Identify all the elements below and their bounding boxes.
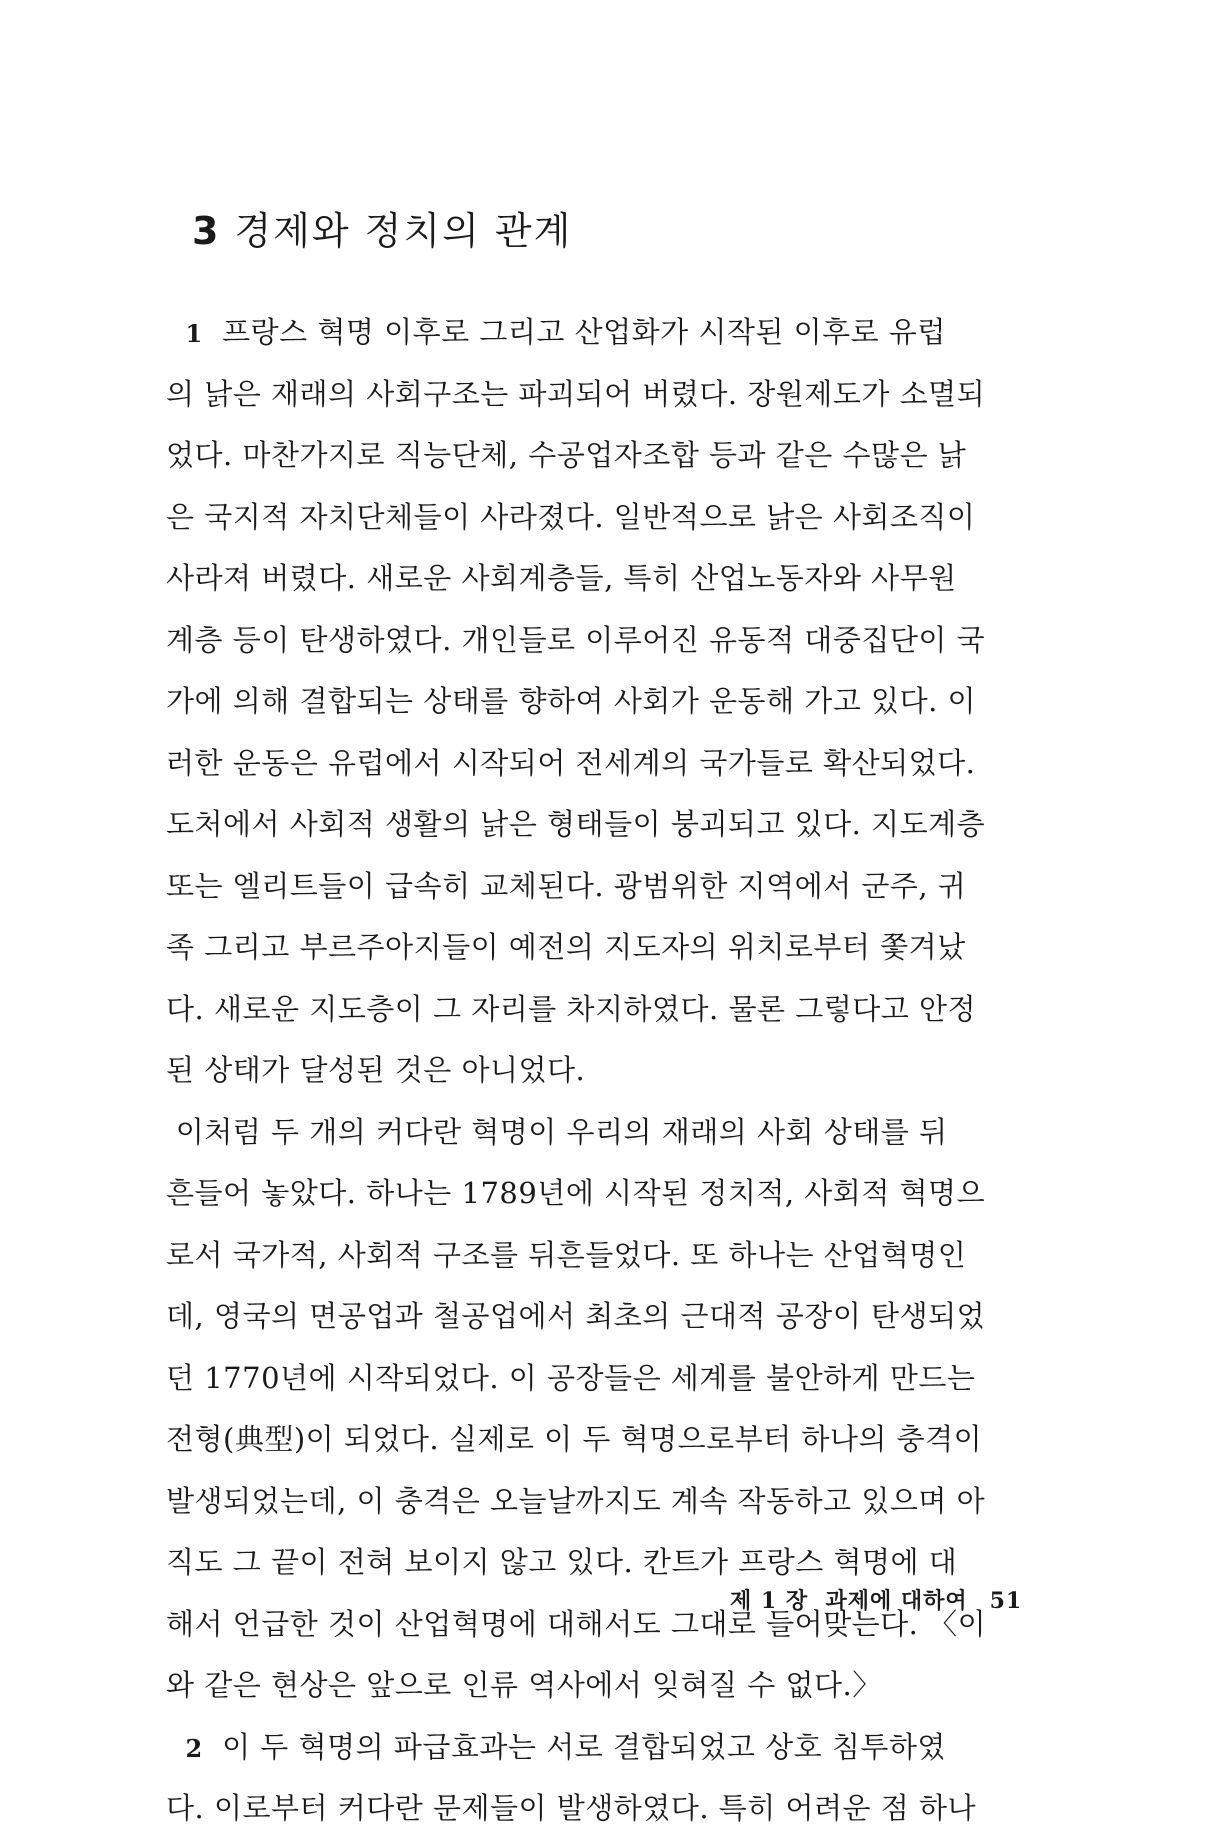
running-footer xyxy=(730,1584,1022,1615)
paragraph-number: 1 xyxy=(185,319,203,348)
chapter-title: 제 1 장 과제에 대하여 xyxy=(730,1588,968,1614)
text-line: 흔들어 놓았다. 하나는 1789년에 시작된 정치적, 사회적 혁명으 xyxy=(166,1176,986,1210)
text-line: 전형(典型)이 되었다. 실제로 이 두 혁명으로부터 하나의 충격이 xyxy=(166,1422,983,1456)
text-line: 된 상태가 달성된 것은 아니었다. xyxy=(166,1053,586,1087)
text-line: 데, 영국의 면공업과 철공업에서 최초의 근대적 공장이 탄생되었 xyxy=(166,1299,986,1333)
text-line: 또는 엘리트들이 급속히 교체된다. 광범위한 지역에서 군주, 귀 xyxy=(166,868,967,903)
text-line-content: 프랑스 혁명 이후로 그리고 산업화가 시작된 이후로 유럽 xyxy=(202,315,946,349)
text-line: 러한 운동은 유럽에서 시작되어 전세계의 국가들로 확산되었다. xyxy=(166,745,976,780)
text-line xyxy=(166,1717,1066,1779)
text-line: 사라져 버렸다. 새로운 사회계층들, 특히 산업노동자와 사무원 xyxy=(166,561,957,595)
section-heading xyxy=(192,200,572,255)
text-line: 발생되었는데, 이 충격은 오늘날까지도 계속 작동하고 있으며 아 xyxy=(166,1483,986,1518)
text-line: 로서 국가적, 사회적 구조를 뒤흔들었다. 또 하나는 산업혁명인 xyxy=(166,1237,967,1272)
section-number: 3 xyxy=(192,209,221,253)
text-line: 가에 의해 결합되는 상태를 향하여 사회가 운동해 가고 있다. 이 xyxy=(166,684,977,718)
text-line: 은 국지적 자치단체들이 사라졌다. 일반적으로 낡은 사회조직이 xyxy=(166,499,976,534)
text-line: 와 같은 현상은 앞으로 인류 역사에서 잊혀질 수 없다.〉 xyxy=(166,1668,882,1702)
text-line: 계층 등이 탄생하였다. 개인들로 이루어진 유동적 대중집단이 국 xyxy=(166,622,986,657)
section-title: 경제와 정치의 관계 xyxy=(234,209,573,253)
text-line: 의 낡은 재래의 사회구조는 파괴되어 버렸다. 장원제도가 소멸되 xyxy=(166,376,986,411)
text-line: 도처에서 사회적 생활의 낡은 형태들이 붕괴되고 있다. 지도계층 xyxy=(166,807,986,841)
text-line: 다. 새로운 지도층이 그 자리를 차지하였다. 물론 그렇다고 안정 xyxy=(166,991,977,1026)
text-line xyxy=(166,302,1066,364)
text-line: 던 1770년에 시작되었다. 이 공장들은 세계를 불안하게 만드는 xyxy=(166,1360,976,1395)
text-line-content: 이 두 혁명의 파급효과는 서로 결합되었고 상호 침투하였 xyxy=(202,1729,946,1764)
text-line: 해서 언급한 것이 산업혁명에 대해서도 그대로 들어맞는다. 〈이 xyxy=(166,1606,987,1641)
page-number: 51 xyxy=(989,1588,1023,1614)
text-line: 이처럼 두 개의 커다란 혁명이 우리의 재래의 사회 상태를 뒤 xyxy=(166,1114,948,1149)
text-line: 다. 이로부터 커다란 문제들이 발생하였다. 특히 어려운 점 하나 xyxy=(166,1791,977,1825)
text-line: 직도 그 끝이 전혀 보이지 않고 있다. 칸트가 프랑스 혁명에 대 xyxy=(166,1545,958,1579)
text-line: 었다. 마찬가지로 직능단체, 수공업자조합 등과 같은 수많은 낡 xyxy=(166,438,967,472)
text-line: 족 그리고 부르주아지들이 예전의 지도자의 위치로부터 쫓겨났 xyxy=(166,930,966,964)
paragraph-number: 2 xyxy=(185,1733,203,1763)
